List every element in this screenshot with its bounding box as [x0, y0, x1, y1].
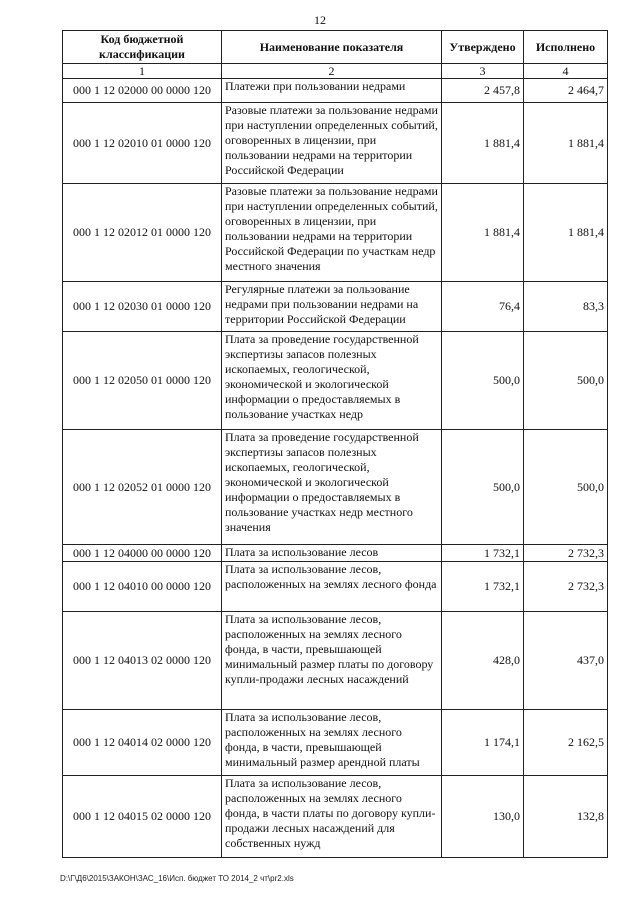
row-name: Плата за использование лесов — [222, 545, 442, 562]
row-code: 000 1 12 04013 02 0000 120 — [63, 612, 222, 710]
page-number: 12 — [314, 13, 326, 27]
table-row — [63, 332, 608, 430]
row-executed: 437,0 — [524, 612, 608, 710]
row-code: 000 1 12 04014 02 0000 120 — [63, 710, 222, 776]
table-row — [63, 562, 608, 612]
header-code: Код бюджетной классификации — [63, 31, 222, 64]
row-code: 000 1 12 04000 00 0000 120 — [63, 545, 222, 562]
table-row — [63, 184, 608, 282]
row-name: Плата за проведение государственной экспертизы запасов полезных ископаемых, геологической, экономической и экологической информации о предоставляемых в пользование участках недр — [222, 332, 442, 430]
header-executed: Исполнено — [524, 31, 608, 64]
row-code: 000 1 12 04015 02 0000 120 — [63, 776, 222, 858]
row-code: 000 1 12 02000 00 0000 120 — [63, 79, 222, 103]
table-row — [63, 79, 608, 103]
row-executed: 2 162,5 — [524, 710, 608, 776]
row-approved: 130,0 — [442, 776, 524, 858]
row-approved: 1 732,1 — [442, 545, 524, 562]
row-approved: 76,4 — [442, 282, 524, 332]
row-executed: 2 732,3 — [524, 562, 608, 612]
header-name: Наименование показателя — [222, 31, 442, 64]
table-header-row — [63, 31, 608, 64]
row-approved: 1 732,1 — [442, 562, 524, 612]
row-executed: 500,0 — [524, 430, 608, 545]
row-approved: 1 881,4 — [442, 184, 524, 282]
table-row — [63, 103, 608, 184]
row-code: 000 1 12 02050 01 0000 120 — [63, 332, 222, 430]
file-path-footer: D:\Г\Д6\2015\ЗАКОН\ЗАС_16\Исп. бюджет ТО 2014_2 чт\pr2.xls — [60, 874, 294, 883]
row-executed: 2 732,3 — [524, 545, 608, 562]
row-approved: 1 881,4 — [442, 103, 524, 184]
row-approved: 428,0 — [442, 612, 524, 710]
row-name: Разовые платежи за пользование недрами при наступлении определенных событий, оговоренных в лицензии, при пользовании недрами на территории Российской Федерации по участкам недр местного значения — [222, 184, 442, 282]
table-row — [63, 776, 608, 858]
row-name: Плата за использование лесов, расположенных на землях лесного фонда, в части платы по договору купли-продажи лесных насаждений для собственных нужд — [222, 776, 442, 858]
table-row — [63, 282, 608, 332]
row-name: Плата за использование лесов, расположенных на землях лесного фонда — [222, 562, 442, 612]
row-code: 000 1 12 02010 01 0000 120 — [63, 103, 222, 184]
row-executed: 2 464,7 — [524, 79, 608, 103]
row-code: 000 1 12 02052 01 0000 120 — [63, 430, 222, 545]
row-executed: 1 881,4 — [524, 184, 608, 282]
column-numbers-row — [63, 64, 608, 79]
row-executed: 83,3 — [524, 282, 608, 332]
row-code: 000 1 12 02012 01 0000 120 — [63, 184, 222, 282]
row-code: 000 1 12 02030 01 0000 120 — [63, 282, 222, 332]
table-row — [63, 545, 608, 562]
column-number: 3 — [442, 64, 524, 79]
row-name: Регулярные платежи за пользование недрами при пользовании недрами на территории Российской Федерации — [222, 282, 442, 332]
budget-table — [62, 30, 608, 858]
row-name: Разовые платежи за пользование недрами при наступлении определенных событий, оговоренных в лицензии, при пользовании недрами на территории Российской Федерации — [222, 103, 442, 184]
row-name: Плата за проведение государственной экспертизы запасов полезных ископаемых, геологической, экономической и экологической информации о предоставляемых в пользование участках недр местного значения — [222, 430, 442, 545]
table-row — [63, 430, 608, 545]
row-code: 000 1 12 04010 00 0000 120 — [63, 562, 222, 612]
row-approved: 1 174,1 — [442, 710, 524, 776]
column-number: 2 — [222, 64, 442, 79]
row-name: Платежи при пользовании недрами — [222, 79, 442, 103]
row-name: Плата за использование лесов, расположенных на землях лесного фонда, в части, превышающей минимальный размер арендной платы — [222, 710, 442, 776]
row-approved: 500,0 — [442, 332, 524, 430]
table-row — [63, 612, 608, 710]
header-approved: Утверждено — [442, 31, 524, 64]
row-executed: 132,8 — [524, 776, 608, 858]
column-number: 1 — [63, 64, 222, 79]
row-approved: 500,0 — [442, 430, 524, 545]
column-number: 4 — [524, 64, 608, 79]
row-name: Плата за использование лесов, расположенных на землях лесного фонда, в части, превышающей минимальный размер платы по договору купли-продажи лесных насаждений — [222, 612, 442, 710]
row-executed: 500,0 — [524, 332, 608, 430]
row-approved: 2 457,8 — [442, 79, 524, 103]
table-row — [63, 710, 608, 776]
row-executed: 1 881,4 — [524, 103, 608, 184]
